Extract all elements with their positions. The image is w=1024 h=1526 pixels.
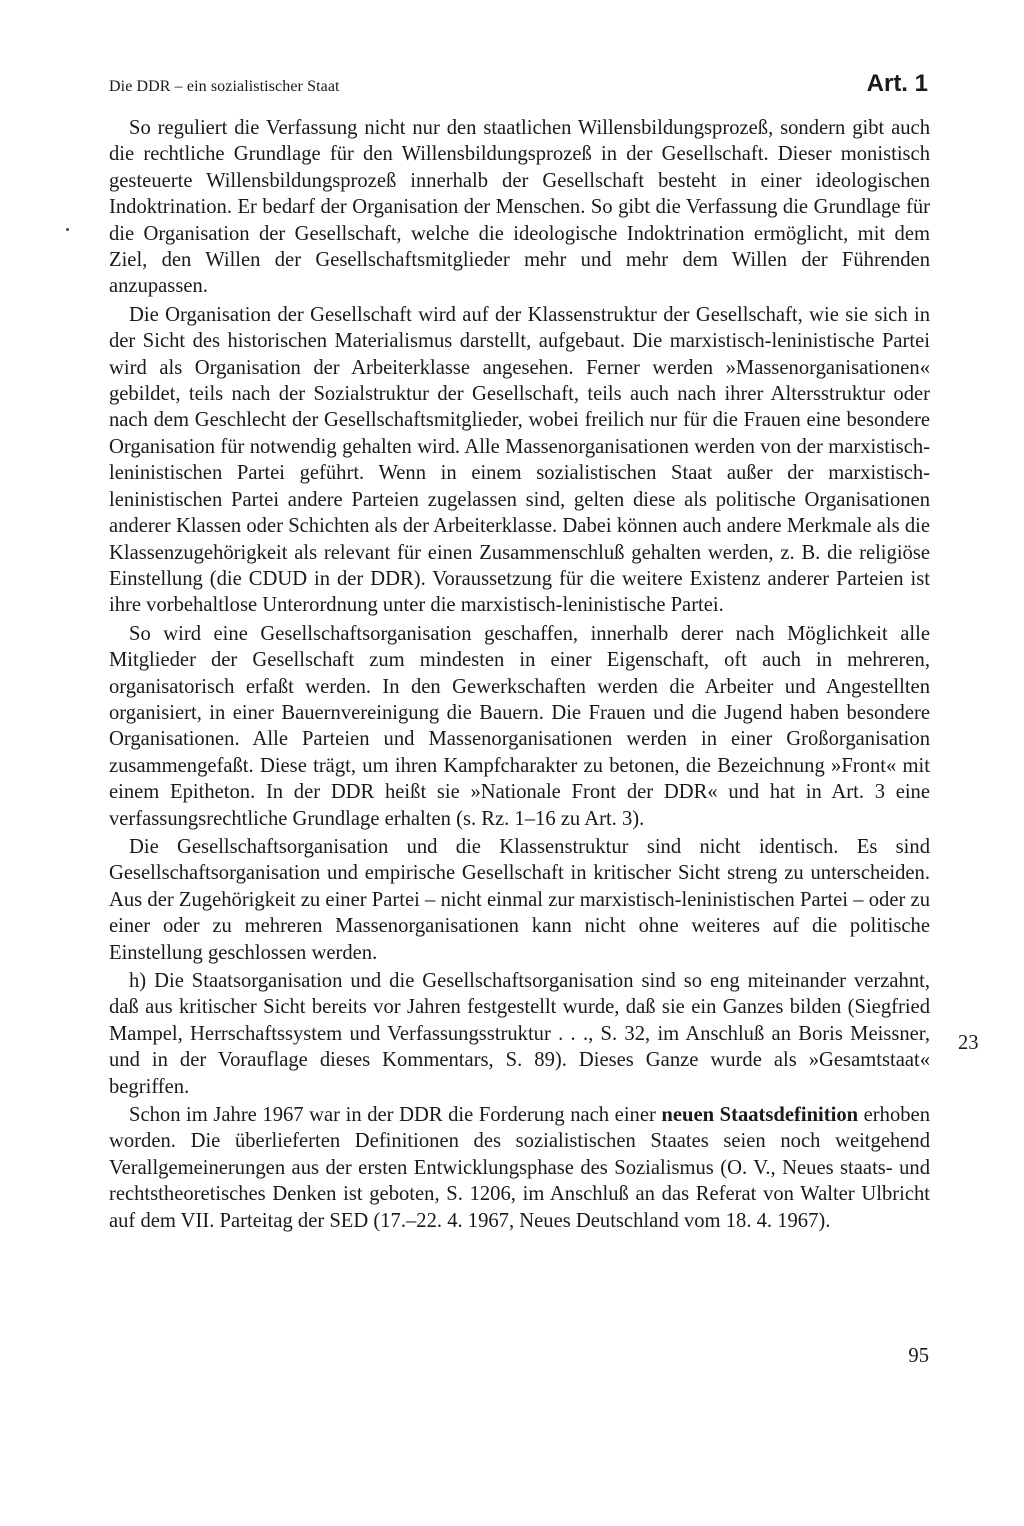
paragraph-6-start: Schon im Jahre 1967 war in der DDR die Forderung nach einer bbox=[129, 1104, 662, 1127]
paragraph-6-bold-term: neuen Staatsdefinition bbox=[661, 1104, 859, 1127]
running-head: Die DDR – ein sozialistischer Staat bbox=[109, 78, 340, 95]
paragraph-6-end: erhoben worden. Die überlieferten Definitionen des sozialistischen Staates seien noch weitgehend Verallgemeinerungen aus der ersten Entwicklungsphase des Sozialismus (O. V., Neues staats- und rechtstheoretisches Denken ist geboten, S. 1206, im Anschluß an das Referat von Walter Ulbricht auf dem VII. Parteitag der SED (17.–22. 4. 1967, Neues Deutschland vom 18. 4. 1967). bbox=[109, 1104, 930, 1232]
page-number: 95 bbox=[908, 1345, 929, 1367]
paragraph-4: Die Gesellschaftsorganisation und die Klassenstruktur sind nicht identisch. Es sind Gesellschaftsorganisation und empirische Gesellschaft in kritischer Sicht streng zu unterscheiden. Aus der Zugehörigkeit zu einer Partei – nicht einmal zur marxistisch-leninistischen Partei – oder zu einer oder zu mehreren Massenorganisationen kann nicht ohne weiteres auf die politische Einstellung geschlossen werden. bbox=[109, 835, 930, 964]
paragraph-6 bbox=[109, 1102, 930, 1234]
paragraph-3: So wird eine Gesellschaftsorganisation geschaffen, innerhalb derer nach Möglichkeit alle Mitglieder der Gesellschaft zum mindesten in einer Eigenschaft, oft auch in mehreren, organisatorisch erfaßt werden. In den Gewerkschaften werden die Arbeiter und Angestellten organisiert, in einer Bauernvereinigung die Bauern. Die Frauen und die Jugend haben besondere Organisationen. Alle Parteien und Massenorganisationen werden in einer Großorganisation zusammengefaßt. Diese trägt, um ihren Kampfcharakter zu betonen, die Bezeichnung »Front« mit einem Epitheton. In der DDR heißt sie »Nationale Front der DDR« und hat in Art. 3 eine verfassungsrechtliche Grundlage erhalten (s. Rz. 1–16 zu Art. 3). bbox=[109, 622, 930, 830]
paragraph-5: h) Die Staatsorganisation und die Gesellschaftsorganisation sind so eng miteinander verzahnt, daß aus kritischer Sicht bereits vor Jahren festgestellt wurde, daß sie ein Ganzes bilden (Siegfried Mampel, Herrschaftssystem und Verfassungsstruktur . . ., S. 32, im Anschluß an Boris Meissner, und in der Vorauflage dieses Kommentars, S. 89). Dieses Ganze wurde als »Gesamtstaat« begriffen. bbox=[109, 970, 930, 1098]
paragraph-1: So reguliert die Verfassung nicht nur den staatlichen Willensbildungsprozeß, sondern gibt auch die rechtliche Grundlage für den Willensbildungsprozeß in der Gesellschaft. Dieser monistisch gesteuerte Willensbildungsprozeß innerhalb der Gesellschaft besteht in einer ideologischen Indoktrination. Er bedarf der Organisation der Menschen. So gibt die Verfassung die Grundlage für die Organisation der Gesellschaft, welche die ideologische Indoktrination ermöglicht, mit dem Ziel, den Willen der Gesellschaftsmitglieder mehr und mehr dem Willen der Führenden anzupassen. bbox=[109, 117, 930, 298]
paragraph-2: Die Organisation der Gesellschaft wird auf der Klassenstruktur der Gesellschaft, wie sie sich in der Sicht des historischen Materialismus darstellt, aufgebaut. Die marxistisch-leninistische Partei wird als Organisation der Arbeiterklasse angesehen. Ferner werden »Massenorganisationen« gebildet, teils nach der Sozialstruktur der Gesellschaft, teils auch nach ihrer Altersstruktur oder nach dem Geschlecht der Gesellschaftsmitglieder, wobei freilich nur für die Frauen eine besondere Organisation für notwendig gehalten wird. Alle Massenorganisationen werden von der marxistisch-leninistischen Partei geführt. Wenn in einem sozialistischen Staat außer der marxistisch-leninistischen Partei andere Parteien zugelassen sind, gelten diese als politische Organisationen anderer Klassen oder Schichten als der Arbeiterklasse. Dabei können auch andere Merkmale als die Klassenzugehörigkeit als relevant für einen Zusammenschluß gehalten werden, z. B. die religiöse Einstellung (die CDUD in der DDR). Voraussetzung für die weitere Existenz anderer Parteien ist ihre vorbehaltlose Unterordnung unter die marxistisch-leninistische Partei. bbox=[109, 303, 930, 617]
article-label: Art. 1 bbox=[866, 70, 928, 97]
margin-number: 23 bbox=[958, 1032, 979, 1054]
body-text bbox=[109, 115, 930, 1236]
stray-mark bbox=[66, 228, 69, 231]
